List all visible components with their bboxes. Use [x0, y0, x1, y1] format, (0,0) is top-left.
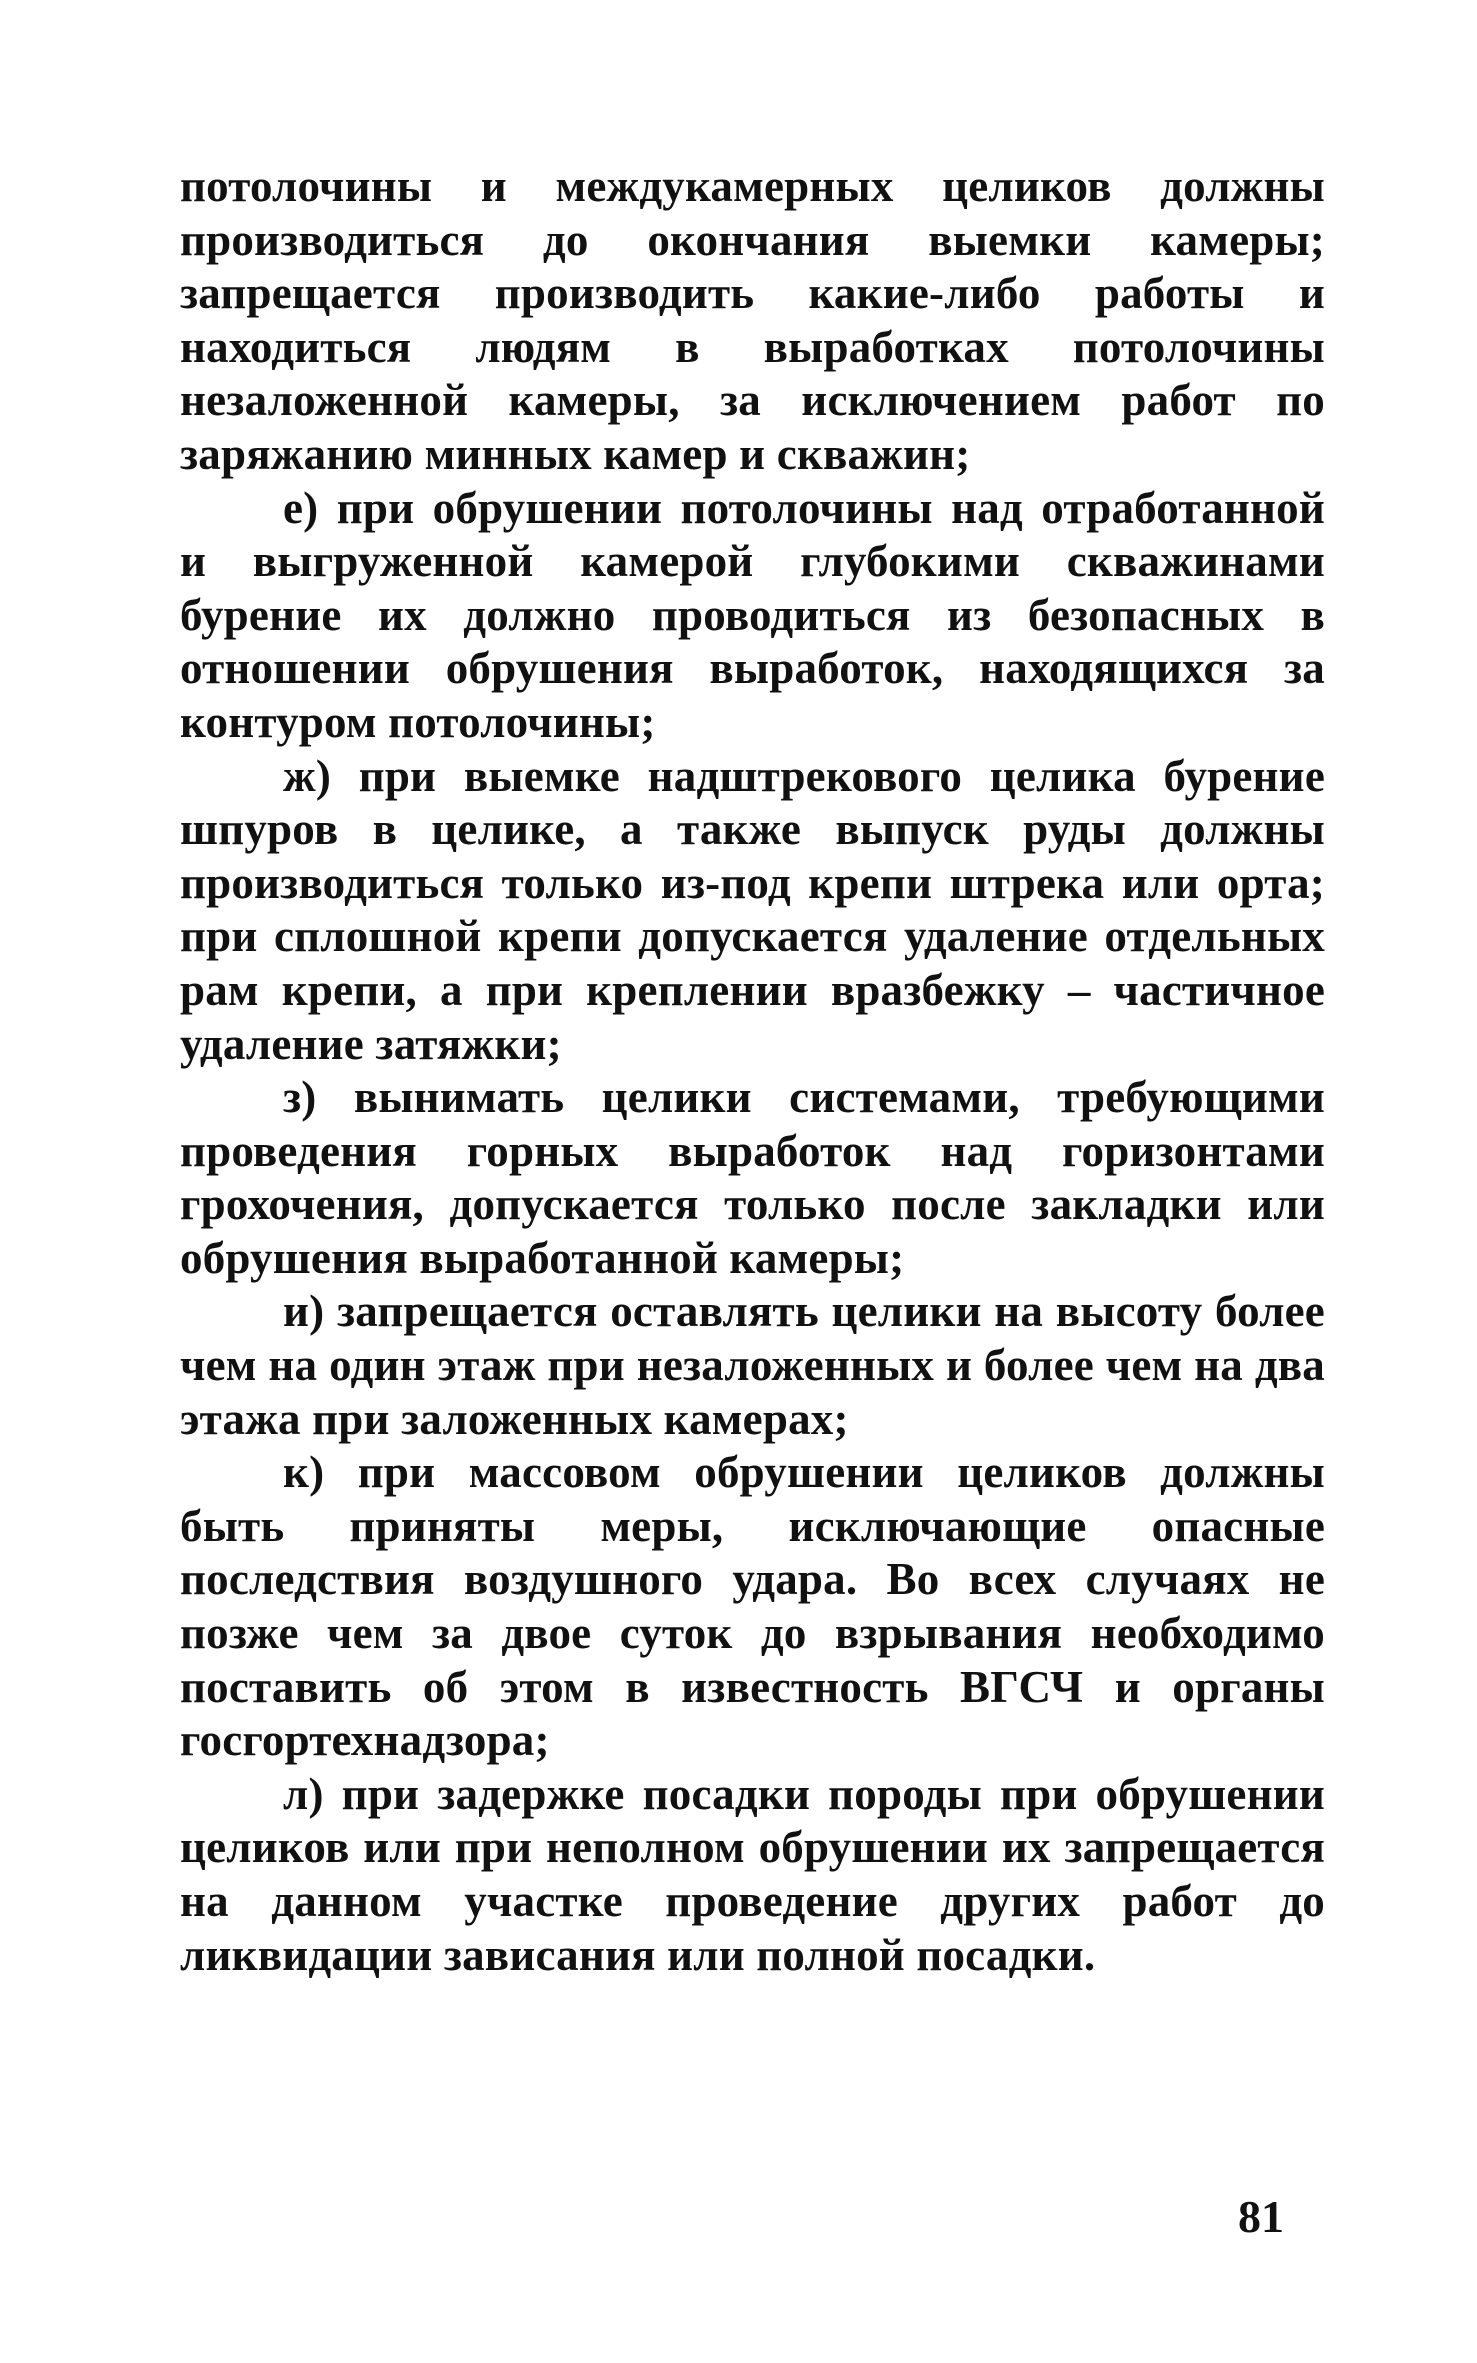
body-text	[180, 160, 1325, 1982]
paragraph-item-i: и) запрещается оставлять целики на высоту более чем на один этаж при незаложенных и более чем на два этажа при заложенных камерах;	[180, 1286, 1325, 1444]
paragraph-item-l: л) при задержке посадки породы при обрушении целиков или при неполном обрушении их запрещается на данном участке проведение других работ до ликвидации зависания или полной посадки.	[180, 1768, 1325, 1980]
paragraph-item-z: з) вынимать целики системами, требующими проведения горных выработок над горизонтами грохочения, допускается только после закладки или обрушения выработанной камеры;	[180, 1072, 1325, 1283]
paragraph-item-e: е) при обрушении потолочины над отработанной и выгруженной камерой глубокими скважинами бурение их должно проводиться из безопасных в отношении обрушения выработок, находящихся за контуром потолочины;	[180, 482, 1325, 747]
paragraph-item-zh: ж) при выемке надштрекового целика бурение шпуров в целике, а также выпуск руды должны производиться только из-под крепи штрека или орта; при сплошной крепи допускается удаление отдельных рам крепи, а при креплении вразбежку – частичное удаление затяжки;	[180, 750, 1325, 1069]
paragraph-continuation: потолочины и междукамерных целиков должны производиться до окончания выемки камеры; запрещается производить какие-либо работы и находиться людям в выработках потолочины незаложенной камеры, за исключением работ по заряжанию минных камер и скважин;	[180, 161, 1325, 479]
paragraph-item-k: к) при массовом обрушении целиков должны быть приняты меры, исключающие опасные последствия воздушного удара. Во всех случаях не позже чем за двое суток до взрывания необходимо поставить об этом в известность ВГСЧ и органы госгортехнадзора;	[180, 1447, 1325, 1766]
page-number: 81	[1238, 2191, 1284, 2242]
